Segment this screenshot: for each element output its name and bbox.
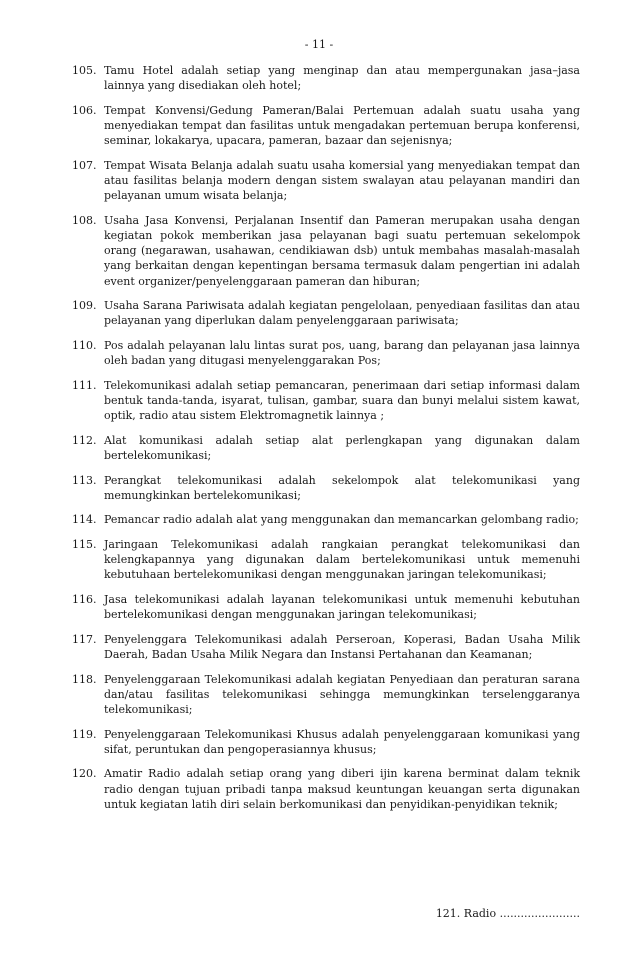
definition-item (72, 433, 580, 463)
definition-item (72, 213, 580, 289)
definition-item (72, 103, 580, 149)
definition-text: Tamu Hotel adalah setiap yang menginap dan atau mempergunakan jasa–jasa lainnya yang disediakan oleh hotel; (104, 64, 580, 93)
definition-text: Penyelenggaraan Telekomunikasi adalah kegiatan Penyediaan dan peraturan sarana dan/atau fasilitas telekomunikasi sehingga memungkinkan terselenggaranya telekomunikasi; (104, 672, 580, 716)
definition-text: Alat komunikasi adalah setiap alat perlengkapan yang digunakan dalam bertelekomunikasi; (104, 433, 580, 462)
definition-text: Penyelenggaraan Telekomunikasi Khusus adalah penyelenggaraan komunikasi yang sifat, peruntukan dan pengoperasiannya khusus; (104, 727, 580, 756)
definition-item (72, 592, 580, 622)
definition-number: 106. (72, 103, 97, 117)
definition-number: 107. (72, 158, 97, 172)
definition-text: Jasa telekomunikasi adalah layanan telekomunikasi untuk memenuhi kebutuhan bertelekomunikasi dengan menggunakan jaringan telekomunikasi; (104, 592, 580, 622)
definition-number: 119. (72, 727, 97, 741)
page-number: - 11 - (304, 38, 334, 51)
definition-text: Telekomunikasi adalah setiap pemancaran, penerimaan dari setiap informasi dalam bentuk tanda-tanda, isyarat, tulisan, gambar, suara dan bunyi melalui sistem kawat, optik, radio atau sistem Elektromagnetik lainnya ; (104, 378, 580, 423)
definition-number: 105. (72, 64, 97, 77)
definition-number: 114. (72, 513, 97, 527)
definition-text: Perangkat telekomunikasi adalah sekelompok alat telekomunikasi yang memungkinkan bertelekomunikasi; (104, 473, 580, 502)
definition-item (72, 672, 580, 718)
definition-number: 115. (72, 537, 97, 551)
definition-item (72, 63, 580, 93)
definition-number: 110. (72, 339, 97, 352)
definition-item (72, 298, 580, 328)
definition-number: 108. (72, 213, 97, 227)
definition-item (72, 537, 580, 583)
definition-item (72, 632, 580, 662)
definition-number: 111. (72, 378, 97, 392)
definition-number: 113. (72, 473, 97, 487)
definition-text: Usaha Sarana Pariwisata adalah kegiatan pengelolaan, penyediaan fasilitas dan atau pelayanan yang diperlukan dalam penyelenggaraan pariwisata; (104, 299, 580, 328)
definition-item (72, 727, 580, 757)
definition-number: 120. (72, 767, 97, 781)
definition-text: Tempat Wisata Belanja adalah suatu usaha komersial yang menyediakan tempat dan atau fasilitas belanja modern dengan sistem swalayan atau pelayanan mandiri dan pelayanan umum wisata belanja; (104, 158, 580, 203)
definition-number: 116. (72, 592, 97, 606)
catchword: 121. Radio ....................... (435, 907, 580, 920)
definition-number: 112. (72, 433, 97, 447)
definition-number: 109. (72, 299, 97, 313)
definition-item (72, 766, 580, 812)
definition-item (72, 512, 580, 527)
definition-item (72, 158, 580, 204)
definition-text: Pemancar radio adalah alat yang menggunakan dan memancarkan gelombang radio; (104, 513, 579, 527)
definition-text: Amatir Radio adalah setiap orang yang diberi ijin karena berminat dalam teknik radio dengan tujuan pribadi tanpa maksud keuntungan keuangan serta digunakan untuk kegiatan latih diri selain berkomunikasi dan penyidikan-penyidikan teknik; (104, 767, 580, 811)
definition-item (72, 338, 580, 368)
definition-number: 118. (72, 672, 97, 686)
definitions-list (72, 63, 580, 821)
definition-text: Jaringaan Telekomunikasi adalah rangkaian perangkat telekomunikasi dan kelengkapannya yang digunakan dalam bertelekomunikasi untuk memenuhi kebutuhaan bertelekomunikasi dengan menggunakan jaringan telekomunikasi; (104, 537, 580, 582)
definition-text: Pos adalah pelayanan lalu lintas surat pos, uang, barang dan pelayanan jasa lainnya oleh badan yang ditugasi menyelenggarakan Pos; (104, 339, 580, 368)
definition-item (72, 473, 580, 503)
definition-text: Usaha Jasa Konvensi, Perjalanan Insentif dan Pameran merupakan usaha dengan kegiatan pokok memberikan jasa pelayanan bagi suatu pertemuan sekelompok orang (negarawan, usahawan, cendikiawan dsb) untuk membahas masalah-masalah yang berkaitan dengan kepentingan bersama termasuk dalam pengertian ini adalah event organizer/penyelenggaraan pameran dan hiburan; (104, 213, 580, 288)
definition-item (72, 378, 580, 424)
definition-text: Penyelenggara Telekomunikasi adalah Perseroan, Koperasi, Badan Usaha Milik Daerah, Badan Usaha Milik Negara dan Instansi Pertahanan dan Keamanan; (104, 632, 580, 661)
definition-text: Tempat Konvensi/Gedung Pameran/Balai Pertemuan adalah suatu usaha yang menyediakan tempat dan fasilitas untuk mengadakan pertemuan berupa konferensi, seminar, lokakarya, upacara, pameran, bazaar dan sejenisnya; (104, 103, 580, 148)
definition-number: 117. (72, 632, 97, 646)
